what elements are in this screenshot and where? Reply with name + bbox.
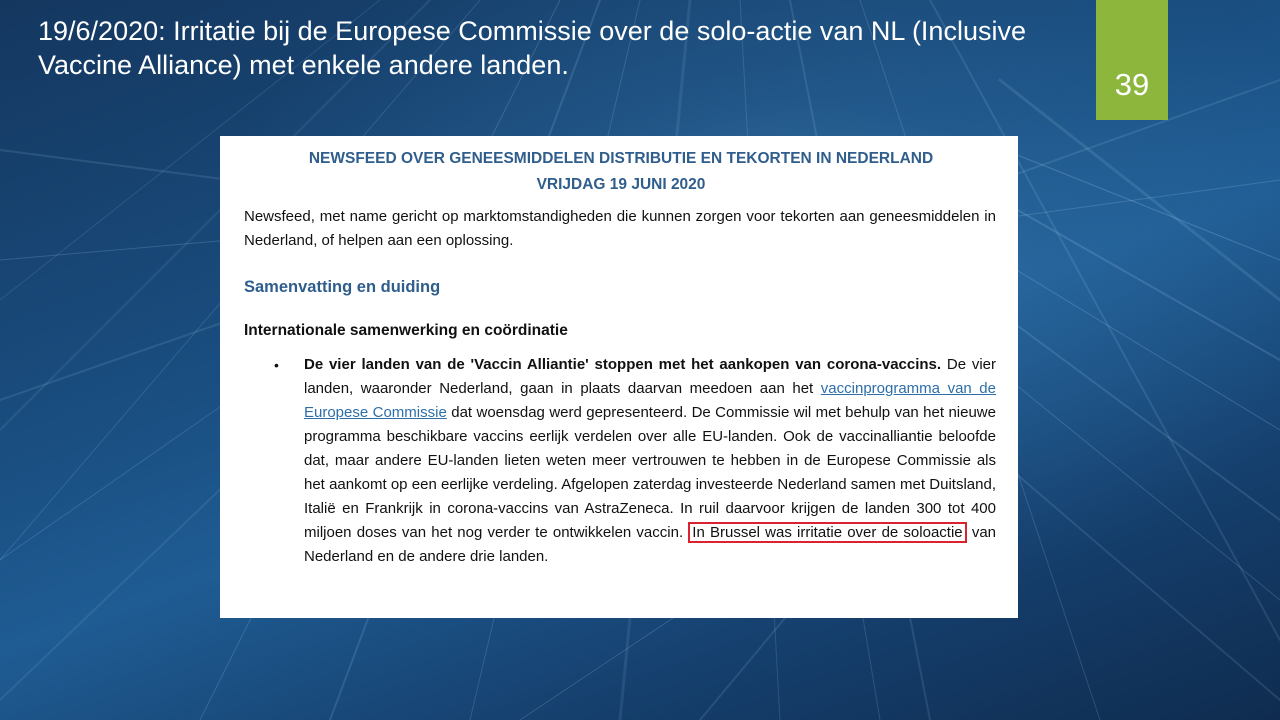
slide-number: 39 xyxy=(1114,67,1150,102)
document-screenshot xyxy=(220,136,1018,618)
bullet-icon: • xyxy=(274,357,279,373)
news-list xyxy=(232,353,996,569)
section-title: Samenvatting en duiding xyxy=(244,278,441,296)
document-date: VRIJDAG 19 JUNI 2020 xyxy=(536,176,706,193)
subsection-title: Internationale samenwerking en coördinatie xyxy=(244,322,568,339)
slide-number-badge xyxy=(1096,0,1168,120)
vaccinprogramma-link[interactable]: vaccinprogramma van de Europese Commissie xyxy=(304,380,996,421)
list-item xyxy=(274,353,997,569)
slide-title: 19/6/2020: Irritatie bij de Europese Commissie over de solo-actie van NL (Inclusive Vaccine Alliance) met enkele andere landen. xyxy=(38,16,1026,80)
item-text-end: van Nederland en de andere drie landen. xyxy=(304,524,997,565)
document-heading: NEWSFEED OVER GENEESMIDDELEN DISTRIBUTIE EN TEKORTEN IN NEDERLAND xyxy=(308,150,934,167)
document-intro: Newsfeed, met name gericht op marktomstandigheden die kunnen zorgen voor tekorten aan geneesmiddelen in Nederland, of helpen aan een oplossing. xyxy=(244,208,996,249)
highlighted-sentence: In Brussel was irritatie over de soloactie xyxy=(688,522,966,543)
item-text: De vier landen, waaronder Nederland, gaan in plaats daarvan meedoen aan het xyxy=(304,356,997,397)
item-headline: De vier landen van de 'Vaccin Alliantie' stoppen met het aankopen van corona-vaccins. xyxy=(304,356,942,373)
item-text-continued: dat woensdag werd gepresenteerd. De Commissie wil met behulp van het nieuwe programma beschikbare vaccins eerlijk verdelen over alle EU-landen. Ook de vaccinalliantie beloofde dat, maar andere EU-landen lieten weten meer vertrouwen te hebben in de Europese Commissie als het aankomt op een eerlijke verdeling. Afgelopen zaterdag investeerde Nederland samen met Duitsland, Italië en Frankrijk in corona-vaccins van AstraZeneca. In ruil daarvoor krijgen de landen 300 tot 400 miljoen doses van het nog verder te ontwikkelen vaccin. xyxy=(304,404,996,541)
